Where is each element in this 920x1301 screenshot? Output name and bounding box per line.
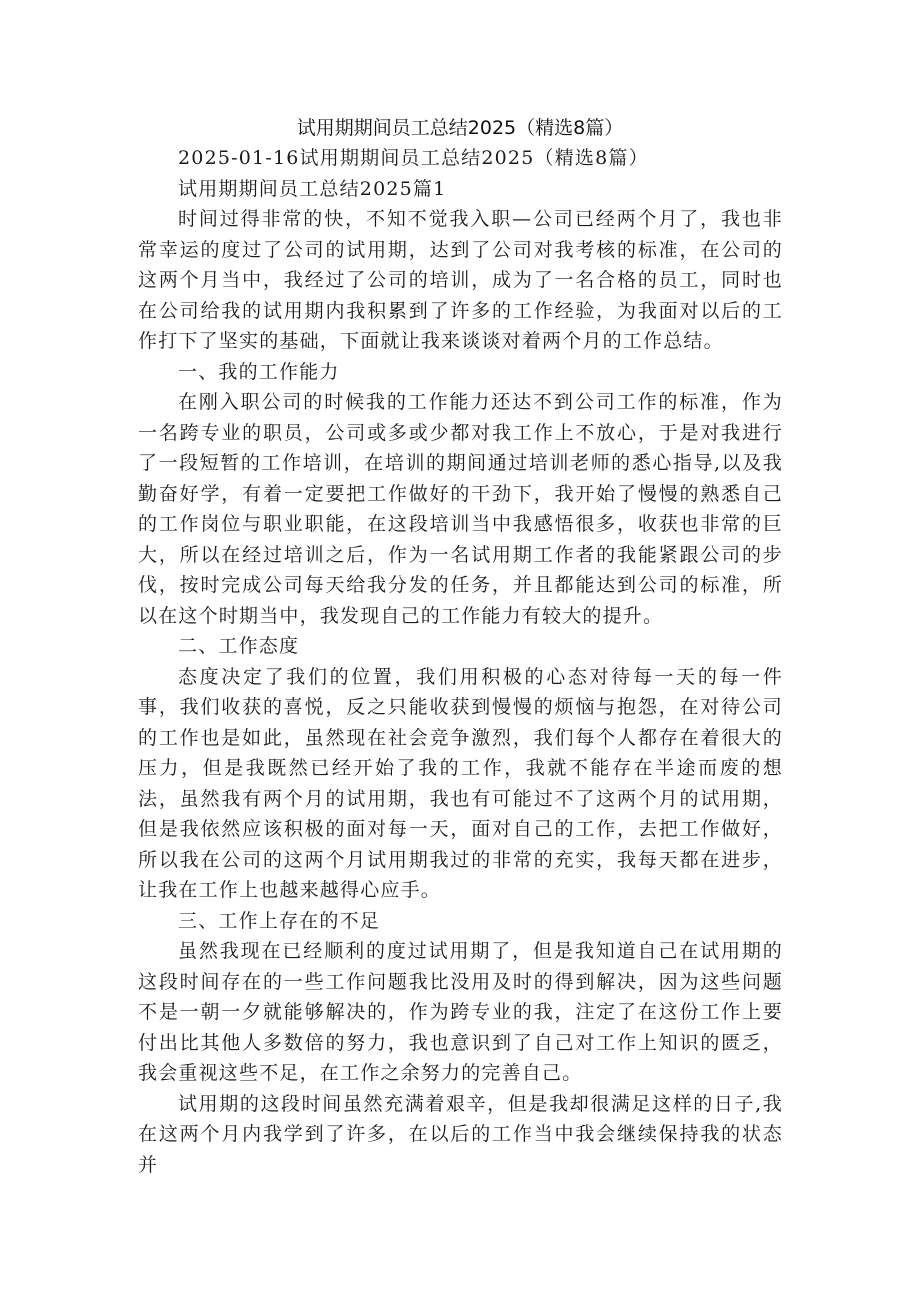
section-heading: 试用期期间员工总结2025篇1 <box>178 177 447 200</box>
paragraph-work-attitude: 态度决定了我们的位置，我们用积极的心态对待每一天的每一件事，我们收获的喜悦，反之只能收获到慢慢的烦恼与抱怨，在对待公司的工作也是如此，虽然现在社会竞争激烈，我们每个人都存在着很大的压力，但是我既然已经开始了我的工作，我就不能存在半途而废的想法，虽然我有两个月的试用期，我也有可能过不了这两个月的试用期，但是我依然应该积极的面对每一天，面对自己的工作，去把工作做好，所以我在公司的这两个月试用期我过的非常的充实，我每天都在进步，让我在工作上也越来越得心应手。 <box>138 665 783 901</box>
subheading-shortcomings: 三、工作上存在的不足 <box>178 909 381 932</box>
paragraph-conclusion: 试用期的这段时间虽然充满着艰辛，但是我却很满足这样的日子,我在这两个月内我学到了许多，在以后的工作当中我会继续保持我的状态并 <box>138 1092 783 1176</box>
document-title: 试用期期间员工总结2025（精选8篇） <box>296 117 624 139</box>
document-body <box>138 143 783 1180</box>
subheading-work-attitude: 二、工作态度 <box>178 635 300 657</box>
paragraph-intro: 时间过得非常的快，不知不觉我入职—公司已经两个月了，我也非常幸运的度过了公司的试用期，达到了公司对我考核的标准，在公司的这两个月当中，我经过了公司的培训，成为了一名合格的员工，同时也在公司给我的试用期内我积累到了许多的工作经验，为我面对以后的工作打下了坚实的基础，下面就让我来谈谈对着两个月的工作总结。 <box>138 208 783 352</box>
paragraph-shortcomings: 虽然我现在已经顺利的度过试用期了，但是我知道自己在试用期的这段时间存在的一些工作问题我比没用及时的得到解决，因为这些问题不是一朝一夕就能够解决的，作为跨专业的我，注定了在这份工作上要付出比其他人多数倍的努力，我也意识到了自己对工作上知识的匮乏，我会重视这些不足，在工作之余努力的完善自己。 <box>138 940 783 1084</box>
document-meta-line: 2025-01-16试用期期间员工总结2025（精选8篇） <box>178 147 649 169</box>
paragraph-work-ability: 在刚入职公司的时候我的工作能力还达不到公司工作的标准，作为一名跨专业的职员，公司或多或少都对我工作上不放心，于是对我进行了一段短暂的工作培训，在培训的期间通过培训老师的悉心指导,以及我勤奋好学，有着一定要把工作做好的干劲下，我开始了慢慢的熟悉自己的工作岗位与职业职能，在这段培训当中我感悟很多，收获也非常的巨大，所以在经过培训之后，作为一名试用期工作者的我能紧跟公司的步伐，按时完成公司每天给我分发的任务，并且都能达到公司的标准，所以在这个时期当中，我发现自己的工作能力有较大的提升。 <box>138 391 783 627</box>
subheading-work-ability: 一、我的工作能力 <box>178 360 340 383</box>
